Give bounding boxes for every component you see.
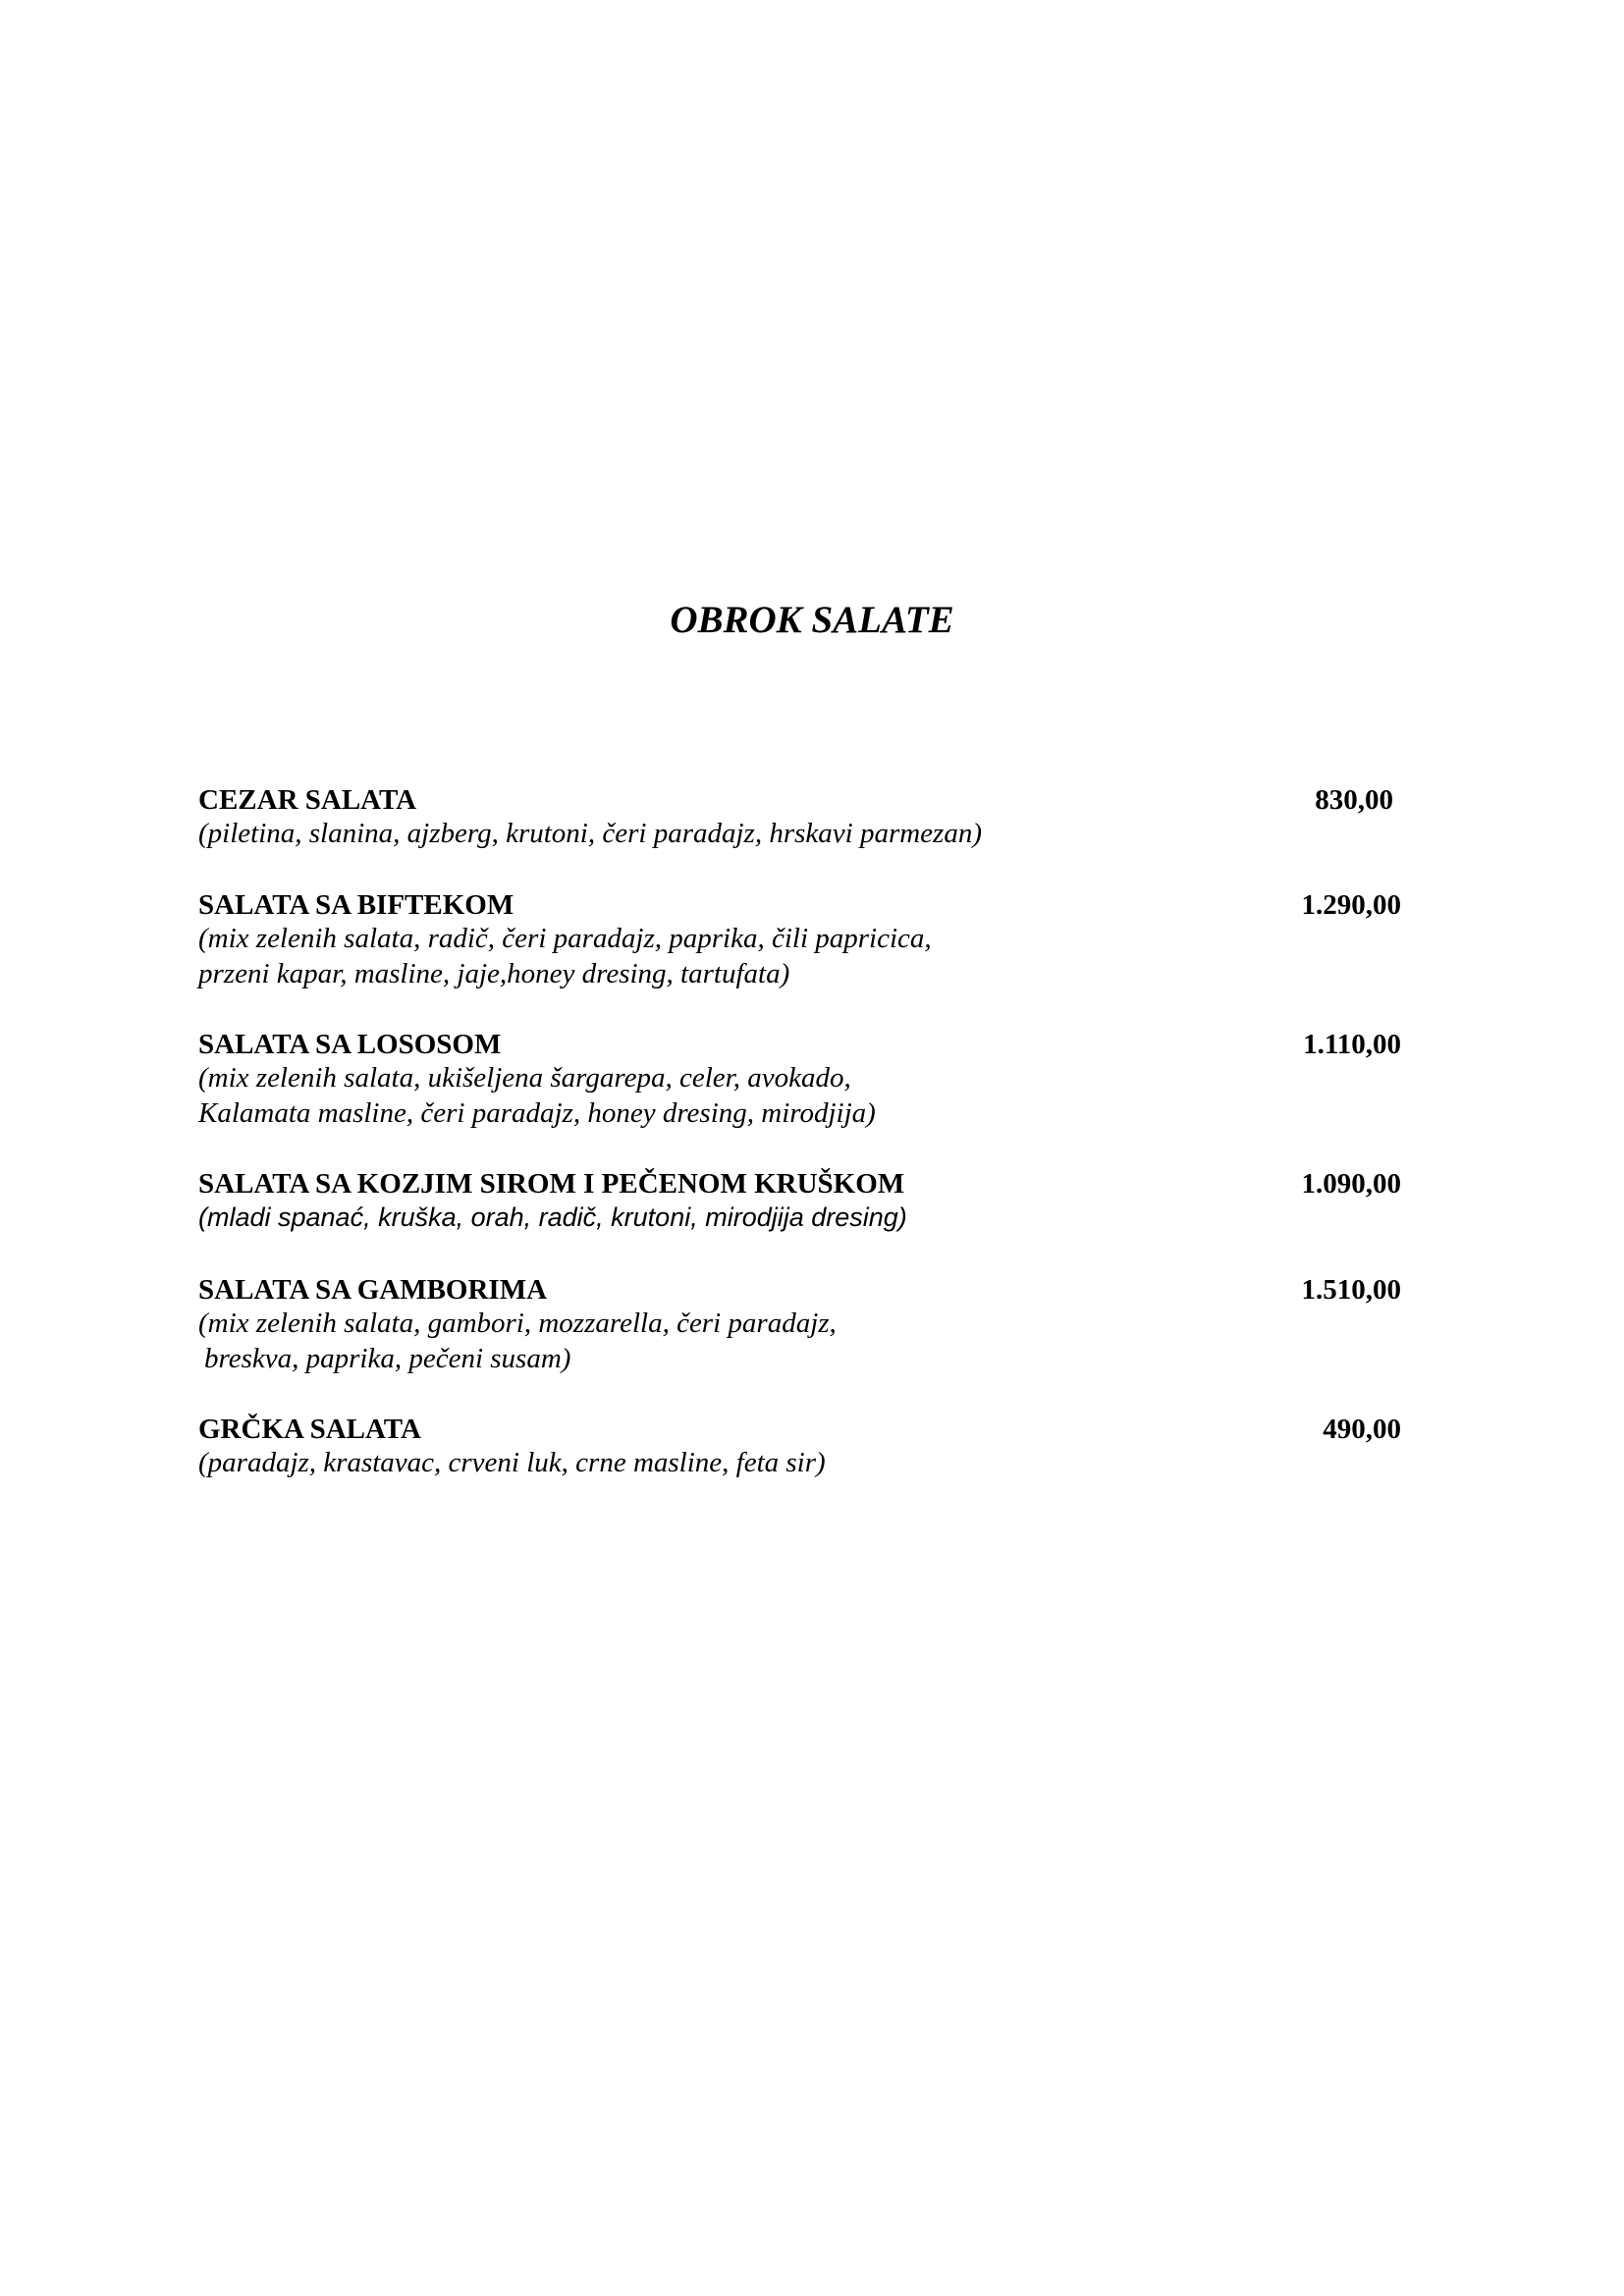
item-price: 1.290,00: [1301, 889, 1401, 921]
item-description: [198, 921, 932, 991]
page-title: OBROK SALATE: [670, 599, 954, 641]
item-name: SALATA SA LOSOSOM: [198, 1029, 502, 1060]
item-description: [198, 1306, 837, 1376]
item-price: 1.110,00: [1303, 1029, 1401, 1060]
description-line: (mladi spanać, kruška, orah, radič, krutoni, mirodjija dresing): [198, 1202, 907, 1232]
item-description: [198, 816, 982, 851]
item-name: SALATA SA KOZJIM SIROM I PEČENOM KRUŠKOM: [198, 1168, 905, 1200]
item-description: [198, 1060, 876, 1131]
description-line: przeni kapar, masline, jaje,honey dresing, tartufata): [198, 958, 790, 989]
item-price: 1.090,00: [1301, 1168, 1401, 1200]
item-name: SALATA SA BIFTEKOM: [198, 889, 514, 921]
description-line: (mix zelenih salata, gambori, mozzarella, čeri paradajz,: [198, 1308, 837, 1339]
item-price: 1.510,00: [1301, 1274, 1401, 1306]
description-line: Kalamata masline, čeri paradajz, honey dresing, mirodjija): [198, 1097, 876, 1129]
item-description: [198, 1200, 907, 1235]
description-line: (mix zelenih salata, ukišeljena šargarepa, celer, avokado,: [198, 1062, 851, 1094]
item-name: CEZAR SALATA: [198, 784, 417, 816]
item-name: SALATA SA GAMBORIMA: [198, 1274, 548, 1306]
item-name: GRČKA SALATA: [198, 1414, 421, 1445]
description-line: (mix zelenih salata, radič, čeri paradajz, paprika, čili papricica,: [198, 923, 932, 954]
item-description: [198, 1445, 826, 1480]
description-line: breskva, paprika, pečeni susam): [204, 1343, 571, 1374]
description-line: (paradajz, krastavac, crveni luk, crne masline, feta sir): [198, 1447, 826, 1478]
description-line: (piletina, slanina, ajzberg, krutoni, čeri paradajz, hrskavi parmezan): [198, 818, 982, 849]
item-price: 490,00: [1323, 1414, 1401, 1445]
item-price: 830,00: [1315, 784, 1393, 816]
